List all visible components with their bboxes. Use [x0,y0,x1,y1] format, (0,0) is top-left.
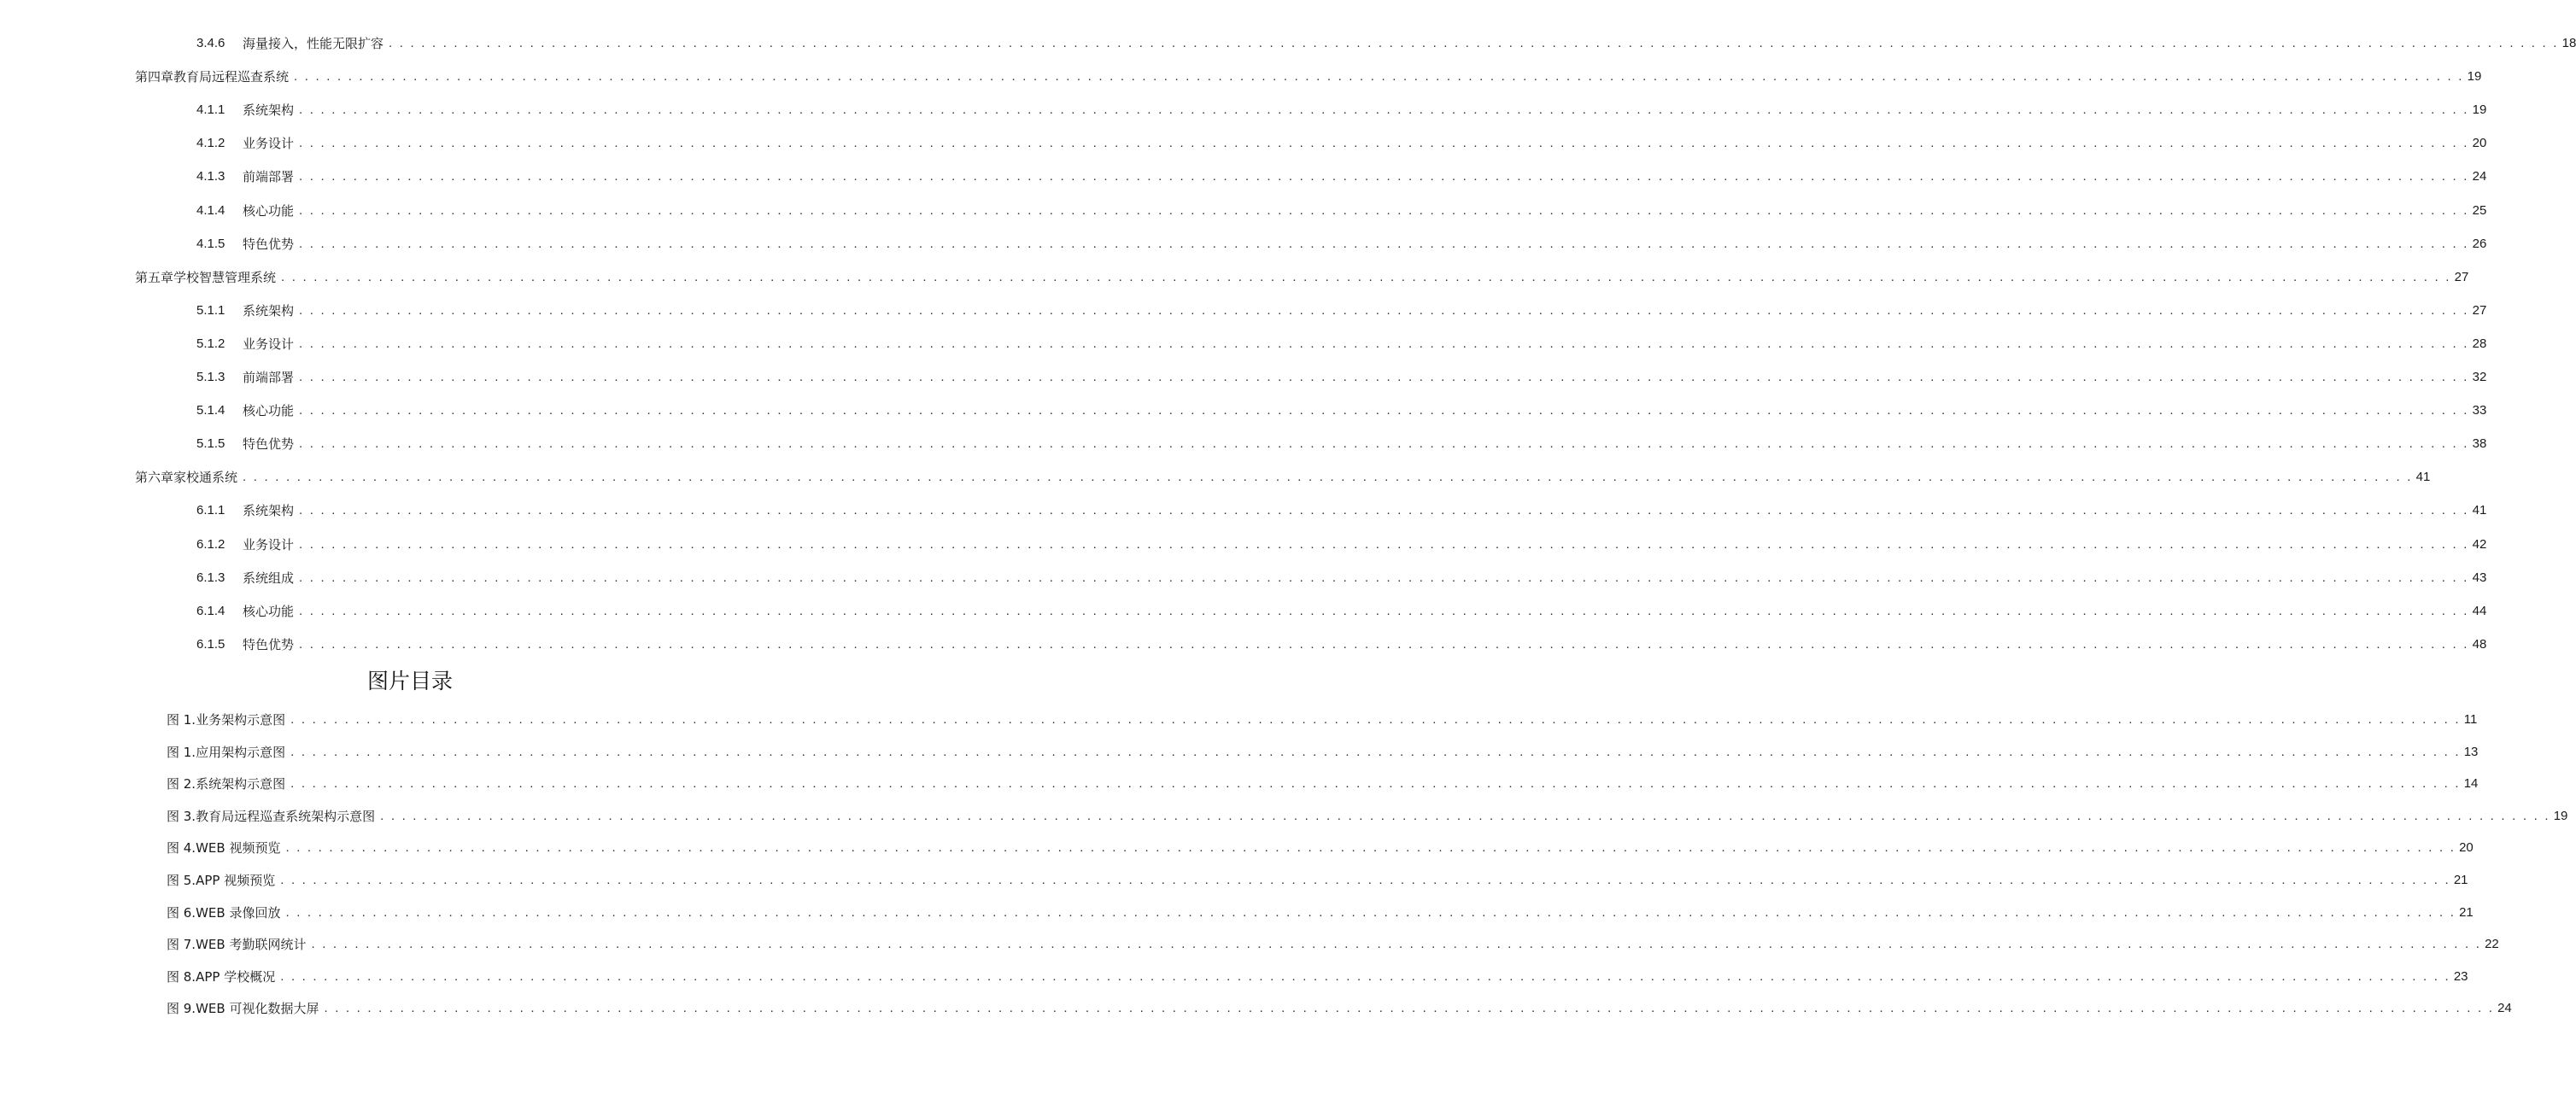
figure-entry-page: 22 [2485,937,2499,952]
toc-entry-label [196,202,294,220]
figure-entry[interactable] [167,999,2512,1018]
toc-entry-label [196,335,294,354]
toc-entry-page: 42 [2472,536,2487,552]
toc-entry-label [196,167,294,186]
toc-entry-label [196,435,294,453]
toc-entry-number: 6.1.2 [196,536,225,552]
dot-leader: . . . . . . . . . . . . . . . . . . . . . . . . . . . . . . . . . . . . . . . . . . . . . . . . . . . . . . . . . . . . . . . . . . . . . . . . . . . . . . . . . . . . . . . . . . . . . . . . . . . . . . . . . . . . . . . . . . . . . . . . . . . . . . . . . . . . . . . . . . . . . . . . . . . . . . . . . . . . . . . . . . . . . . . . . . . . . . . . . . . . . . . . . . . . . . . . . . . . . . . . [389,36,2559,50]
dot-leader: . . . . . . . . . . . . . . . . . . . . . . . . . . . . . . . . . . . . . . . . . . . . . . . . . . . . . . . . . . . . . . . . . . . . . . . . . . . . . . . . . . . . . . . . . . . . . . . . . . . . . . . . . . . . . . . . . . . . . . . . . . . . . . . . . . . . . . . . . . . . . . . . . . . . . . . . . . . . . . . . . . . . . . . . . . . . . . . . . . . . . . . . . . . . . . . . . . . . . . . . [299,570,2469,585]
toc-entry[interactable] [196,235,2487,254]
toc-entry-label [196,235,294,254]
toc-entry-title: 业务设计 [243,136,295,152]
toc-entry-title: 核心功能 [243,202,295,219]
toc-entry-title: 前端部署 [243,169,295,185]
figure-entry-title: 图 7.WEB 考勤联网统计 [167,937,307,953]
toc-entry-label [196,501,294,520]
figure-entry[interactable] [167,968,2468,986]
toc-entry-label [196,368,294,387]
toc-entry-number: 5.1.1 [196,302,225,318]
dot-leader: . . . . . . . . . . . . . . . . . . . . . . . . . . . . . . . . . . . . . . . . . . . . . . . . . . . . . . . . . . . . . . . . . . . . . . . . . . . . . . . . . . . . . . . . . . . . . . . . . . . . . . . . . . . . . . . . . . . . . . . . . . . . . . . . . . . . . . . . . . . . . . . . . . . . . . . . . . . . . . . . . . . . . . . . . . . . . . . . . . . . . . . . . . . . . . . . . . . . . . . . [299,136,2469,151]
toc-entry[interactable] [196,301,2487,320]
toc-entry-title: 第四章教育局远程巡查系统 [135,69,290,85]
dot-leader: . . . . . . . . . . . . . . . . . . . . . . . . . . . . . . . . . . . . . . . . . . . . . . . . . . . . . . . . . . . . . . . . . . . . . . . . . . . . . . . . . . . . . . . . . . . . . . . . . . . . . . . . . . . . . . . . . . . . . . . . . . . . . . . . . . . . . . . . . . . . . . . . . . . . . . . . . . . . . . . . . . . . . . . . . . . . . . . . . . . . . . . . . . . . . . . . . . . . . . . . [299,436,2469,452]
figure-entry-page: 14 [2463,776,2479,792]
dot-leader: . . . . . . . . . . . . . . . . . . . . . . . . . . . . . . . . . . . . . . . . . . . . . . . . . . . . . . . . . . . . . . . . . . . . . . . . . . . . . . . . . . . . . . . . . . . . . . . . . . . . . . . . . . . . . . . . . . . . . . . . . . . . . . . . . . . . . . . . . . . . . . . . . . . . . . . . . . . . . . . . . . . . . . . . . . . . . . . . . . . . . . . . . . . . . . . . . . . . . . . . [299,536,2469,552]
figure-entry-page: 13 [2463,744,2479,759]
figure-entry-title: 图 4.WEB 视频预览 [167,840,281,857]
toc-entry-title: 业务设计 [243,536,295,553]
toc-entry-page: 25 [2472,202,2487,218]
toc-entry-title: 第六章家校通系统 [135,470,238,486]
toc-entry-page: 41 [2472,503,2487,518]
toc-entry-number: 5.1.4 [196,403,225,418]
dot-leader: . . . . . . . . . . . . . . . . . . . . . . . . . . . . . . . . . . . . . . . . . . . . . . . . . . . . . . . . . . . . . . . . . . . . . . . . . . . . . . . . . . . . . . . . . . . . . . . . . . . . . . . . . . . . . . . . . . . . . . . . . . . . . . . . . . . . . . . . . . . . . . . . . . . . . . . . . . . . . . . . . . . . . . . . . . . . . . . . . . . . . . . . . . . . . . . . . . . . . . . . [299,202,2469,218]
dot-leader: . . . . . . . . . . . . . . . . . . . . . . . . . . . . . . . . . . . . . . . . . . . . . . . . . . . . . . . . . . . . . . . . . . . . . . . . . . . . . . . . . . . . . . . . . . . . . . . . . . . . . . . . . . . . . . . . . . . . . . . . . . . . . . . . . . . . . . . . . . . . . . . . . . . . . . . . . . . . . . . . . . . . . . . . . . . . . . . . . . . . . . . . . . . . . . . . . . . . . . . . [290,776,2461,792]
figure-entry[interactable] [167,743,2479,762]
toc-entry-page: 41 [2415,470,2431,485]
toc-entry-title: 系统组成 [243,570,295,586]
dot-leader: . . . . . . . . . . . . . . . . . . . . . . . . . . . . . . . . . . . . . . . . . . . . . . . . . . . . . . . . . . . . . . . . . . . . . . . . . . . . . . . . . . . . . . . . . . . . . . . . . . . . . . . . . . . . . . . . . . . . . . . . . . . . . . . . . . . . . . . . . . . . . . . . . . . . . . . . . . . . . . . . . . . . . . . . . . . . . . . . . . . . . . . . . . . . . . . . . . . . . . . . [285,904,2456,920]
toc-entry-number: 4.1.5 [196,236,225,251]
toc-entry-page: 27 [2454,269,2469,284]
dot-leader: . . . . . . . . . . . . . . . . . . . . . . . . . . . . . . . . . . . . . . . . . . . . . . . . . . . . . . . . . . . . . . . . . . . . . . . . . . . . . . . . . . . . . . . . . . . . . . . . . . . . . . . . . . . . . . . . . . . . . . . . . . . . . . . . . . . . . . . . . . . . . . . . . . . . . . . . . . . . . . . . . . . . . . . . . . . . . . . . . . . . . . . . . . . . . . . . . . . . . . . . [280,873,2450,887]
figure-entry-page: 11 [2463,712,2478,727]
toc-entry-title: 系统架构 [243,302,295,319]
toc-entry-page: 44 [2472,603,2487,618]
toc-entry-title: 系统架构 [243,102,295,119]
toc-entry-label [196,401,294,420]
dot-leader: . . . . . . . . . . . . . . . . . . . . . . . . . . . . . . . . . . . . . . . . . . . . . . . . . . . . . . . . . . . . . . . . . . . . . . . . . . . . . . . . . . . . . . . . . . . . . . . . . . . . . . . . . . . . . . . . . . . . . . . . . . . . . . . . . . . . . . . . . . . . . . . . . . . . . . . . . . . . . . . . . . . . . . . . . . . . . . . . . . . . . . . . . . . . . . . . . . . . . . . . [299,503,2469,518]
figure-entry[interactable] [167,935,2499,954]
dot-leader: . . . . . . . . . . . . . . . . . . . . . . . . . . . . . . . . . . . . . . . . . . . . . . . . . . . . . . . . . . . . . . . . . . . . . . . . . . . . . . . . . . . . . . . . . . . . . . . . . . . . . . . . . . . . . . . . . . . . . . . . . . . . . . . . . . . . . . . . . . . . . . . . . . . . . . . . . . . . . . . . . . . . . . . . . . . . . . . . . . . . . . . . . . . . . . . . . . . . . . . . [299,603,2469,618]
toc-entry-title: 系统架构 [243,503,295,519]
toc-entry-page: 43 [2472,570,2487,585]
figure-entry-page: 23 [2453,968,2468,984]
toc-entry[interactable] [196,101,2487,120]
figure-entry[interactable] [167,775,2479,793]
toc-entry-title: 核心功能 [243,603,295,619]
toc-entry-title: 业务设计 [243,336,295,352]
toc-entry-page: 27 [2472,302,2487,318]
toc-entry-label [196,602,294,621]
toc-entry-number: 4.1.1 [196,102,225,118]
toc-entry-page: 38 [2472,436,2487,452]
toc-entry-title: 海量接入，性能无限扩容 [243,36,384,51]
toc-entry-page: 19 [2467,69,2482,85]
figure-entry[interactable] [167,807,2568,826]
toc-entry[interactable] [196,335,2487,354]
toc-entry-title: 前端部署 [243,370,295,385]
figure-entry[interactable] [167,903,2474,922]
dot-leader: . . . . . . . . . . . . . . . . . . . . . . . . . . . . . . . . . . . . . . . . . . . . . . . . . . . . . . . . . . . . . . . . . . . . . . . . . . . . . . . . . . . . . . . . . . . . . . . . . . . . . . . . . . . . . . . . . . . . . . . . . . . . . . . . . . . . . . . . . . . . . . . . . . . . . . . . . . . . . . . . . . . . . . . . . . . . . . . . . . . . . . . . . . . . . . . . . . . . . . . . [290,712,2461,727]
dot-leader: . . . . . . . . . . . . . . . . . . . . . . . . . . . . . . . . . . . . . . . . . . . . . . . . . . . . . . . . . . . . . . . . . . . . . . . . . . . . . . . . . . . . . . . . . . . . . . . . . . . . . . . . . . . . . . . . . . . . . . . . . . . . . . . . . . . . . . . . . . . . . . . . . . . . . . . . . . . . . . . . . . . . . . . . . . . . . . . . . . . . . . . . . . . . . . . . . . . . . . . . [299,370,2469,384]
toc-entry-title: 第五章学校智慧管理系统 [135,269,277,285]
toc-entry-title: 特色优势 [243,636,295,652]
toc-entry-page: 48 [2472,636,2487,652]
toc-entry-title: 特色优势 [243,236,295,252]
toc-entry-number: 5.1.5 [196,436,225,452]
dot-leader: . . . . . . . . . . . . . . . . . . . . . . . . . . . . . . . . . . . . . . . . . . . . . . . . . . . . . . . . . . . . . . . . . . . . . . . . . . . . . . . . . . . . . . . . . . . . . . . . . . . . . . . . . . . . . . . . . . . . . . . . . . . . . . . . . . . . . . . . . . . . . . . . . . . . . . . . . . . . . . . . . . . . . . . . . . . . . . . . . . . . . . . . . . . . . . . . . . . . . . . . [299,403,2469,418]
toc-entry-page: 20 [2472,136,2487,151]
figure-entry[interactable] [167,710,2478,729]
toc-entry[interactable] [135,67,2482,86]
toc-entry[interactable] [196,535,2487,554]
toc-entry-title: 特色优势 [243,436,295,453]
toc-entry-number: 4.1.3 [196,169,225,184]
toc-entry-number: 4.1.2 [196,136,225,151]
toc-entry-label [135,268,276,287]
dot-leader: . . . . . . . . . . . . . . . . . . . . . . . . . . . . . . . . . . . . . . . . . . . . . . . . . . . . . . . . . . . . . . . . . . . . . . . . . . . . . . . . . . . . . . . . . . . . . . . . . . . . . . . . . . . . . . . . . . . . . . . . . . . . . . . . . . . . . . . . . . . . . . . . . . . . . . . . . . . . . . . . . . . . . . . . . . . . . . . . . . . . . . . . . . . . . . . . . . . . . . . . [294,69,2464,85]
toc-entry[interactable] [196,202,2487,220]
toc-entry[interactable] [196,569,2487,588]
toc-entry-label [196,635,294,654]
dot-leader: . . . . . . . . . . . . . . . . . . . . . . . . . . . . . . . . . . . . . . . . . . . . . . . . . . . . . . . . . . . . . . . . . . . . . . . . . . . . . . . . . . . . . . . . . . . . . . . . . . . . . . . . . . . . . . . . . . . . . . . . . . . . . . . . . . . . . . . . . . . . . . . . . . . . . . . . . . . . . . . . . . . . . . . . . . . . . . . . . . . . . . . . . . . . . . . . . . . . . . . . [299,102,2469,118]
figure-entry-page: 21 [2459,904,2474,920]
dot-leader: . . . . . . . . . . . . . . . . . . . . . . . . . . . . . . . . . . . . . . . . . . . . . . . . . . . . . . . . . . . . . . . . . . . . . . . . . . . . . . . . . . . . . . . . . . . . . . . . . . . . . . . . . . . . . . . . . . . . . . . . . . . . . . . . . . . . . . . . . . . . . . . . . . . . . . . . . . . . . . . . . . . . . . . . . . . . . . . . . . . . . . . . . . . . . . . . . . . . . . . . [285,840,2456,856]
figure-entry-page: 21 [2453,873,2468,887]
dot-leader: . . . . . . . . . . . . . . . . . . . . . . . . . . . . . . . . . . . . . . . . . . . . . . . . . . . . . . . . . . . . . . . . . . . . . . . . . . . . . . . . . . . . . . . . . . . . . . . . . . . . . . . . . . . . . . . . . . . . . . . . . . . . . . . . . . . . . . . . . . . . . . . . . . . . . . . . . . . . . . . . . . . . . . . . . . . . . . . . . . . . . . . . . . . . . . . . . . . . . . . . [280,968,2450,984]
figure-entry-title: 图 3.教育局远程巡查系统架构示意图 [167,808,376,824]
toc-entry-page: 18 [2561,36,2576,50]
toc-entry-page: 33 [2472,403,2487,418]
toc-entry-page: 32 [2472,370,2487,384]
toc-entry-number: 6.1.1 [196,503,225,518]
toc-entry-number: 3.4.6 [196,36,225,50]
toc-entry-label [196,101,294,120]
toc-entry[interactable] [196,167,2487,186]
toc-entry-title: 核心功能 [243,403,295,419]
toc-entry[interactable] [196,401,2487,420]
toc-entry-page: 28 [2472,336,2487,351]
dot-leader: . . . . . . . . . . . . . . . . . . . . . . . . . . . . . . . . . . . . . . . . . . . . . . . . . . . . . . . . . . . . . . . . . . . . . . . . . . . . . . . . . . . . . . . . . . . . . . . . . . . . . . . . . . . . . . . . . . . . . . . . . . . . . . . . . . . . . . . . . . . . . . . . . . . . . . . . . . . . . . . . . . . . . . . . . . . . . . . . . . . . . . . . . . . . . . . . . . . . . . . . [299,302,2469,318]
dot-leader: . . . . . . . . . . . . . . . . . . . . . . . . . . . . . . . . . . . . . . . . . . . . . . . . . . . . . . . . . . . . . . . . . . . . . . . . . . . . . . . . . . . . . . . . . . . . . . . . . . . . . . . . . . . . . . . . . . . . . . . . . . . . . . . . . . . . . . . . . . . . . . . . . . . . . . . . . . . . . . . . . . . . . . . . . . . . . . . . . . . . . . . . . . . . . . . . . . . . . . . . [299,236,2469,251]
toc-entry[interactable] [196,368,2487,387]
dot-leader: . . . . . . . . . . . . . . . . . . . . . . . . . . . . . . . . . . . . . . . . . . . . . . . . . . . . . . . . . . . . . . . . . . . . . . . . . . . . . . . . . . . . . . . . . . . . . . . . . . . . . . . . . . . . . . . . . . . . . . . . . . . . . . . . . . . . . . . . . . . . . . . . . . . . . . . . . . . . . . . . . . . . . . . . . . . . . . . . . . . . . . . . . . . . . . . . . . . . . . . . [299,636,2469,652]
toc-entry-number: 6.1.4 [196,603,225,618]
figure-entry-title: 图 2.系统架构示意图 [167,776,286,792]
toc-entry-number: 4.1.4 [196,202,225,218]
toc-entry[interactable] [196,134,2487,153]
figure-entry-title: 图 8.APP 学校概况 [167,968,276,985]
dot-leader: . . . . . . . . . . . . . . . . . . . . . . . . . . . . . . . . . . . . . . . . . . . . . . . . . . . . . . . . . . . . . . . . . . . . . . . . . . . . . . . . . . . . . . . . . . . . . . . . . . . . . . . . . . . . . . . . . . . . . . . . . . . . . . . . . . . . . . . . . . . . . . . . . . . . . . . . . . . . . . . . . . . . . . . . . . . . . . . . . . . . . . . . . . . . . . . . . . . . . . . . [299,169,2469,184]
dot-leader: . . . . . . . . . . . . . . . . . . . . . . . . . . . . . . . . . . . . . . . . . . . . . . . . . . . . . . . . . . . . . . . . . . . . . . . . . . . . . . . . . . . . . . . . . . . . . . . . . . . . . . . . . . . . . . . . . . . . . . . . . . . . . . . . . . . . . . . . . . . . . . . . . . . . . . . . . . . . . . . . . . . . . . . . . . . . . . . . . . . . . . . . . . . . . . . . . . . . . . . . [311,937,2482,952]
figure-entry-page: 20 [2459,840,2474,856]
toc-entry-label [135,67,289,86]
toc-entry[interactable] [135,268,2469,287]
figure-entry-title: 图 1.业务架构示意图 [167,712,286,728]
toc-entry-page: 26 [2472,236,2487,251]
figure-entry-page: 24 [2497,1001,2512,1016]
toc-entry[interactable] [196,635,2487,654]
toc-entry-number: 5.1.3 [196,370,225,384]
toc-entry[interactable] [135,468,2431,487]
dot-leader: . . . . . . . . . . . . . . . . . . . . . . . . . . . . . . . . . . . . . . . . . . . . . . . . . . . . . . . . . . . . . . . . . . . . . . . . . . . . . . . . . . . . . . . . . . . . . . . . . . . . . . . . . . . . . . . . . . . . . . . . . . . . . . . . . . . . . . . . . . . . . . . . . . . . . . . . . . . . . . . . . . . . . . . . . . . . . . . . . . . . . . . . . . . . . . . . . . . . . . . . [380,808,2550,823]
figure-entry-title: 图 6.WEB 录像回放 [167,904,281,921]
figure-entry-title: 图 1.应用架构示意图 [167,744,286,760]
toc-entry-label [196,301,294,320]
figure-entry-page: 19 [2553,808,2568,823]
figure-entry-title: 图 9.WEB 可视化数据大屏 [167,1001,319,1017]
toc-entry[interactable] [196,435,2487,453]
figure-entry[interactable] [167,871,2468,890]
toc-entry[interactable] [196,602,2487,621]
toc-entry-page: 24 [2472,169,2487,184]
toc-entry-label [196,535,294,554]
toc-entry-number: 6.1.3 [196,570,225,585]
toc-entry-label [196,569,294,588]
toc-entry-label [196,34,383,53]
figure-entry-title: 图 5.APP 视频预览 [167,873,276,888]
toc-entry-page: 19 [2472,102,2487,118]
toc-entry[interactable] [196,501,2487,520]
dot-leader: . . . . . . . . . . . . . . . . . . . . . . . . . . . . . . . . . . . . . . . . . . . . . . . . . . . . . . . . . . . . . . . . . . . . . . . . . . . . . . . . . . . . . . . . . . . . . . . . . . . . . . . . . . . . . . . . . . . . . . . . . . . . . . . . . . . . . . . . . . . . . . . . . . . . . . . . . . . . . . . . . . . . . . . . . . . . . . . . . . . . . . . . . . . . . . . . . . . . . . . . [290,744,2461,759]
toc-entry-number: 5.1.2 [196,336,225,351]
toc-entry-label [135,468,237,487]
dot-leader: . . . . . . . . . . . . . . . . . . . . . . . . . . . . . . . . . . . . . . . . . . . . . . . . . . . . . . . . . . . . . . . . . . . . . . . . . . . . . . . . . . . . . . . . . . . . . . . . . . . . . . . . . . . . . . . . . . . . . . . . . . . . . . . . . . . . . . . . . . . . . . . . . . . . . . . . . . . . . . . . . . . . . . . . . . . . . . . . . . . . . . . . . . . . . . . . . . . . . . . . [281,269,2451,284]
figures-heading: 图片目录 [366,669,453,693]
dot-leader: . . . . . . . . . . . . . . . . . . . . . . . . . . . . . . . . . . . . . . . . . . . . . . . . . . . . . . . . . . . . . . . . . . . . . . . . . . . . . . . . . . . . . . . . . . . . . . . . . . . . . . . . . . . . . . . . . . . . . . . . . . . . . . . . . . . . . . . . . . . . . . . . . . . . . . . . . . . . . . . . . . . . . . . . . . . . . . . . . . . . . . . . . . . . . . . . . . . . . . . . [243,470,2413,485]
toc-entry[interactable] [196,34,2576,53]
toc-entry-label [196,134,294,153]
dot-leader: . . . . . . . . . . . . . . . . . . . . . . . . . . . . . . . . . . . . . . . . . . . . . . . . . . . . . . . . . . . . . . . . . . . . . . . . . . . . . . . . . . . . . . . . . . . . . . . . . . . . . . . . . . . . . . . . . . . . . . . . . . . . . . . . . . . . . . . . . . . . . . . . . . . . . . . . . . . . . . . . . . . . . . . . . . . . . . . . . . . . . . . . . . . . . . . . . . . . . . . . [299,336,2469,351]
toc-entry-number: 6.1.5 [196,636,225,652]
dot-leader: . . . . . . . . . . . . . . . . . . . . . . . . . . . . . . . . . . . . . . . . . . . . . . . . . . . . . . . . . . . . . . . . . . . . . . . . . . . . . . . . . . . . . . . . . . . . . . . . . . . . . . . . . . . . . . . . . . . . . . . . . . . . . . . . . . . . . . . . . . . . . . . . . . . . . . . . . . . . . . . . . . . . . . . . . . . . . . . . . . . . . . . . . . . . . . . . . . . . . . . . [324,1001,2495,1016]
figure-entry[interactable] [167,839,2474,857]
